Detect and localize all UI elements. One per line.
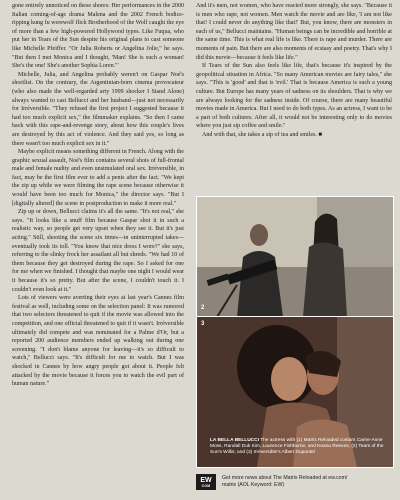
end-mark: ■ — [318, 131, 323, 138]
article-paragraph: Michelle, Julia, and Angelina probably weren't on Gaspar Noé's shortlist. On the contrary, the Argentinian-born cinema provocateur (who also made the well-regarded arty 1999 shocker I Stand Alone) always wanted to cast Bellucci and her husband—just not necessarily for Irréversible. "They refused the first project I suggested because it had too much explicit sex," the filmmaker explains. "So then I came back with this rape-and-revenge story, about how this couple's lives are destroyed by this act of violence. And they said yes, so long as there wasn't too much explicit sex in it." — [12, 71, 184, 147]
right-article-column — [196, 2, 392, 192]
closing-line: And with that, she takes a sip of tea and smiles. — [202, 131, 317, 138]
article-paragraph: gone entirely unnoticed on these shores: Her performances in the 2000 Italian coming-of-age drama Malena and the 2002 French bodice-ripping kung fu werewolf flick Brotherhood of the Wolf caught the eye of more than a few high-powered Hollywood types. Like Fuqua, who put her in Tears of the Sun despite his original plans to cast someone like Michelle Pfeiffer. "Or Julia Roberts or Angelina Jolie," he says. "But then I met Monica and I thought, 'Man! She is such a woman! She's the one! She's another Sophia Loren.'" — [12, 3, 184, 70]
photo-caption — [210, 438, 388, 457]
article-paragraph: If Tears of the Sun also feels like life, that's because it's inspired by the geopolitical situation in Africa. "So many American movies are fairy tales," she says. "This is 'good' and that is 'evil.' That is because America is such a young culture. But Europe has many years of sadness on its shoulders. That is why we are always looking for the sadness inside. Of course, there are many beautiful movies made in America. But I need to do both types. As an actress, I want to be a part of both cultures. After all, it would not be interesting only to do movies where you just sip coffee and smile." — [196, 63, 392, 130]
caption-headline: LA BELLA BELLUCCI — [210, 438, 259, 443]
caption-text: The actress with (1) Matrix Reloaded costars Carrie-Anne Moss, Randall Duk Kim, Laurence Fishburne, and Keanu Reeves; (2) Tears of the Sun's Willis; and (3) Irréversible's Albert Dupontel — [210, 438, 384, 456]
ew-logo-sub: COM — [201, 483, 211, 488]
ew-logo-text: EW — [200, 476, 212, 484]
article-paragraph: Maybe explicit means something different in French. Along with the graphic sexual assault, Noé's film contains several shots of full-frontal male and female nudity and even unsimulated oral sex. Irréversible, in fact, may be the first film ever to add a penis after the fact. "We kept the zip up while we were filming the rape scene because otherwise it would have been too much for Monica," the director says. "But I [digitally altered] the scene in postproduction to make it more real." — [12, 149, 184, 207]
article-paragraph: And it's men, not women, who have reacted more strongly, she says. "Because it is men who rape, not women. Men watch the movie and are like, 'I am not like that! I could never do anything like that!' But, you know, there are monsters in each of us," Bellucci maintains. "Human beings can be incredible and horrible at the same time. This is what real life is like. There is rape and murder. There are moments of pain. But there are also moments of ecstasy and poetry. That's why I did this movie—because it feels like life." — [196, 3, 392, 61]
photo-number-2: 2 — [201, 305, 205, 311]
photo-film-set — [196, 196, 394, 318]
ew-logo[interactable] — [196, 474, 216, 490]
left-article-column — [12, 2, 184, 490]
footer-line-2: matrix (AOL Keyword: EW) — [222, 482, 285, 488]
photo-number-3: 3 — [201, 321, 205, 327]
article-paragraph: Zip up or down, Bellucci claims it's all the same. "It's not real," she says. "It looks like a snuff film because Gaspar shot it in such a realistic way, so people get very upset when they see it. But it's just acting." Still, shooting the scene six times—in uninterrupted takes—eventually took its toll. "You know that nice dress I wore?" she says, referring to the slinky frock her assailant all but shreds. "We had 10 of them because they get destroyed during the rape. So I asked for one for me when we finished. I thought that maybe one night I would wear it because it's so pretty. But after the scene, I couldn't touch it. I couldn't even look at it." — [12, 209, 184, 293]
article-paragraph: Lots of viewers were averting their eyes at last year's Cannes film festival as well, including some on the selection panel: It was rumored that two selectors threatened to quit if the movie was allowed into the competition, and one official threatened to quit if it wasn't. Irréversible ultimately did compete and was nominated for a Palme d'Or, but a reported 200 audience members ended up walking out during one screening. "I don't blame anyone for leaving—it's so difficult to watch," Bellucci says. "It's difficult for me to watch. But I was shocked in Cannes by how angry people got about it. People felt attacked by the movie because it forces you to watch the evil part of human nature." — [12, 295, 184, 388]
footer-promo — [196, 470, 392, 494]
footer-promo-text[interactable] — [222, 475, 347, 488]
footer-line-1: Get more news about The Matrix Reloaded at ew.com/ — [222, 475, 348, 482]
article-paragraph — [196, 131, 392, 140]
film-set-photo-image — [197, 197, 393, 317]
